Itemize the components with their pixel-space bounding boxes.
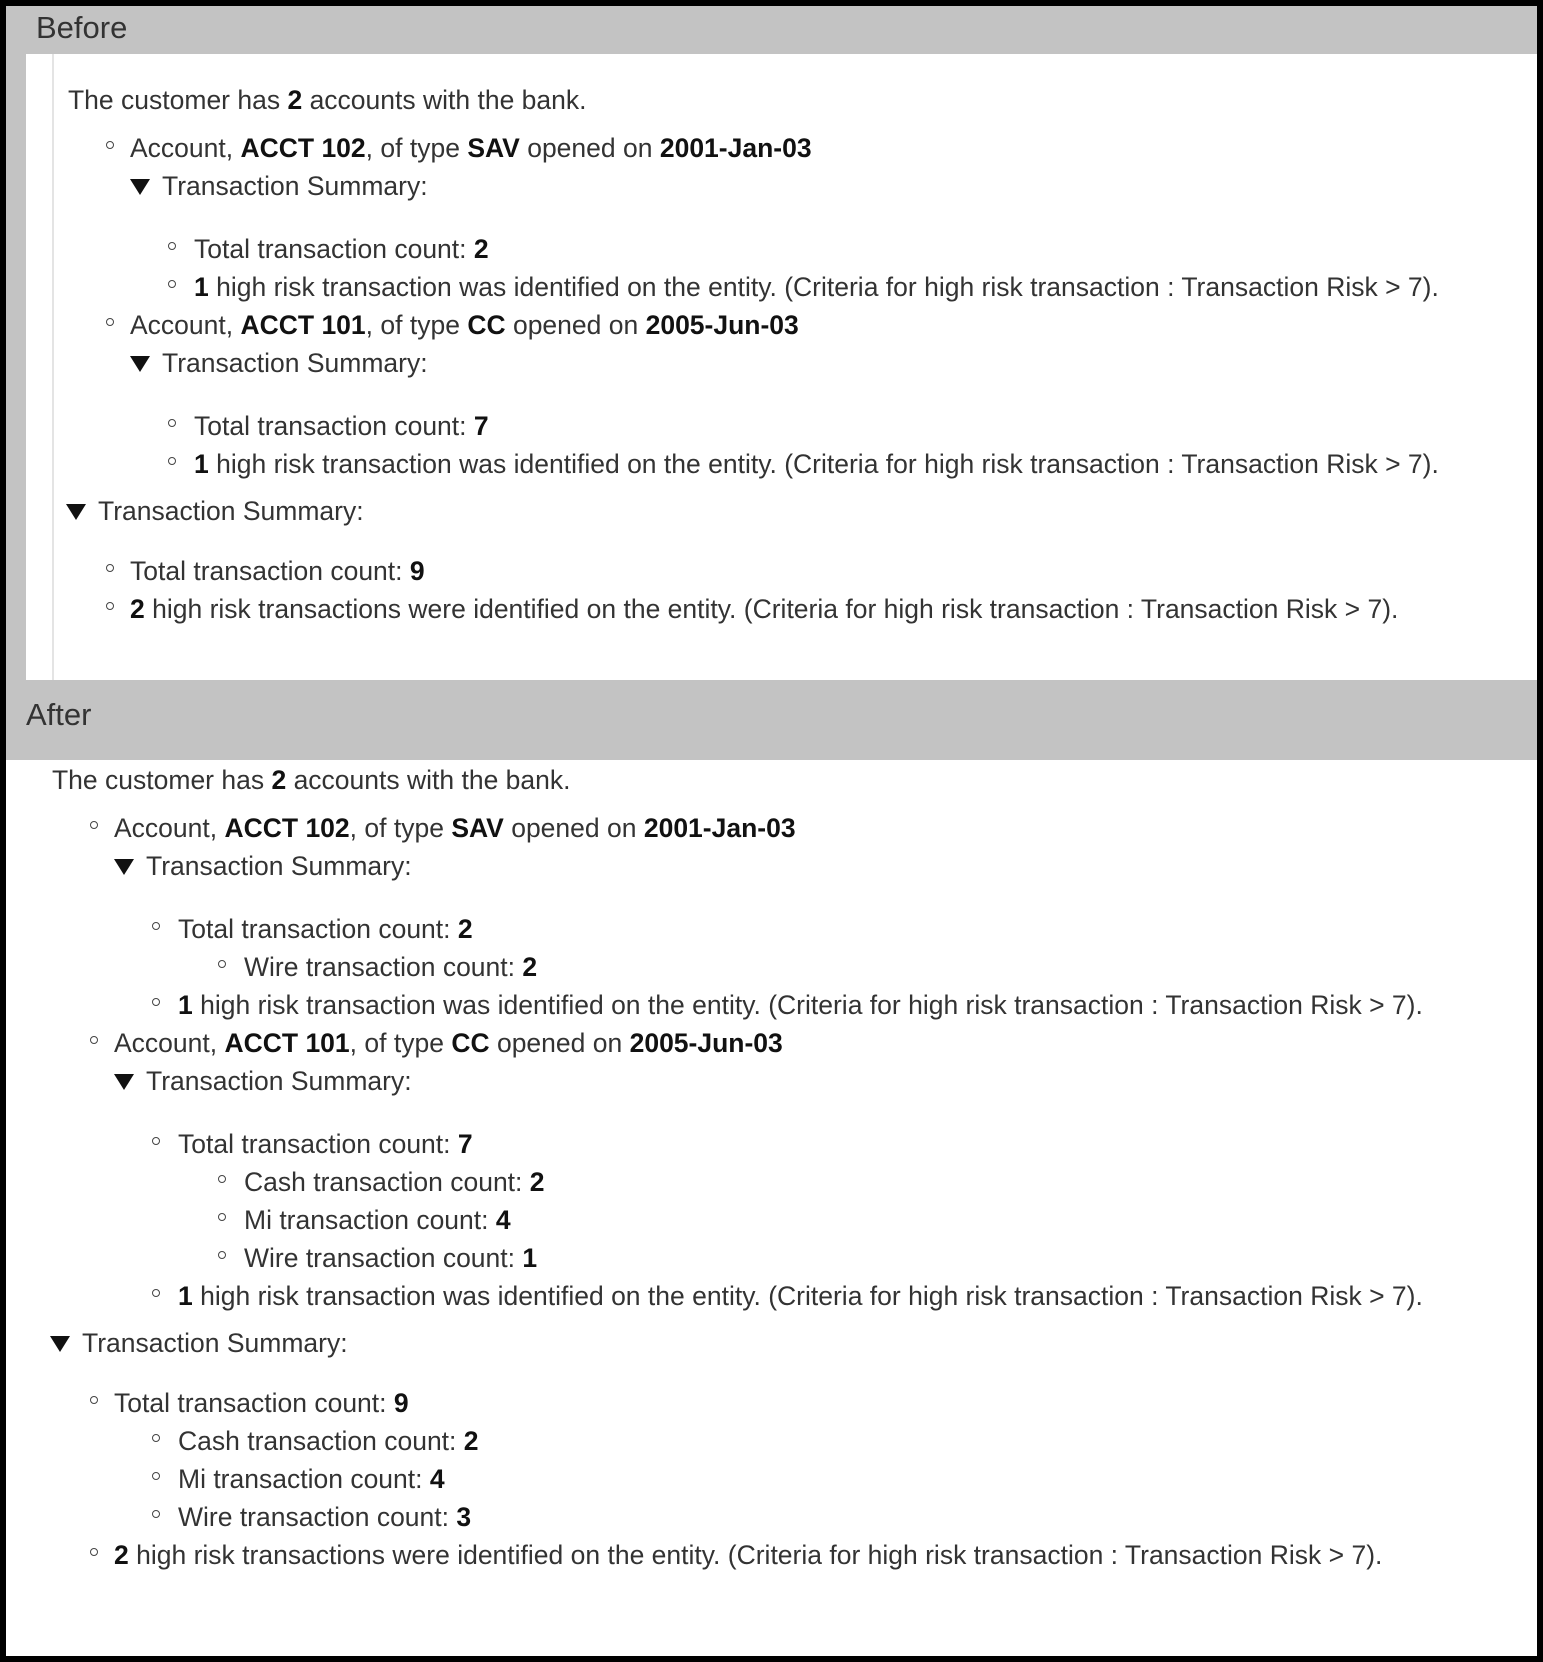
before-account-101-summary-toggle[interactable]: Transaction Summary: (162, 348, 428, 378)
after-account-101-mi: Mi transaction count: 4 (244, 1205, 511, 1235)
before-left-gutter (6, 54, 26, 680)
bullet-icon (152, 1289, 160, 1297)
after-panel (6, 760, 1537, 1662)
bullet-icon (106, 318, 114, 326)
after-account-102-wire: Wire transaction count: 2 (244, 952, 538, 982)
after-summary-toggle[interactable]: Transaction Summary: (82, 1328, 348, 1358)
before-section-title: Before (36, 10, 128, 45)
bullet-icon (152, 922, 160, 930)
after-account-102-risk: 1 high risk transaction was identified on the entity. (Criteria for high risk transaction : Transaction Risk > 7). (178, 990, 1423, 1020)
before-account-101-total: Total transaction count: 7 (194, 411, 489, 441)
before-header-band (6, 6, 1537, 54)
before-summary-risk: 2 high risk transactions were identified on the entity. (Criteria for high risk transaction : Transaction Risk > 7). (130, 594, 1399, 624)
after-section-title: After (26, 697, 92, 732)
before-account-102-total: Total transaction count: 2 (194, 234, 489, 264)
after-account-102-total: Total transaction count: 2 (178, 914, 473, 944)
after-account-102: Account, ACCT 102, of type SAV opened on 2001-Jan-03 (114, 813, 796, 843)
bullet-icon (90, 1548, 98, 1556)
bullet-icon (152, 998, 160, 1006)
before-summary-toggle[interactable]: Transaction Summary: (98, 496, 364, 526)
expand-triangle-icon[interactable] (114, 1074, 134, 1090)
after-account-101: Account, ACCT 101, of type CC opened on 2005-Jun-03 (114, 1028, 783, 1058)
bullet-icon (90, 1036, 98, 1044)
bullet-icon (168, 457, 176, 465)
after-summary-cash: Cash transaction count: 2 (178, 1426, 479, 1456)
bullet-icon (152, 1510, 160, 1518)
bullet-icon (90, 1396, 98, 1404)
before-summary-total: Total transaction count: 9 (130, 556, 425, 586)
before-panel (26, 54, 1536, 680)
expand-triangle-icon[interactable] (130, 356, 150, 372)
before-account-102-risk: 1 high risk transaction was identified on the entity. (Criteria for high risk transaction : Transaction Risk > 7). (194, 272, 1439, 302)
after-account-101-wire: Wire transaction count: 1 (244, 1243, 538, 1273)
bullet-icon (152, 1472, 160, 1480)
after-account-102-summary-toggle[interactable]: Transaction Summary: (146, 851, 412, 881)
bullet-icon (152, 1137, 160, 1145)
after-account-101-risk: 1 high risk transaction was identified on the entity. (Criteria for high risk transaction : Transaction Risk > 7). (178, 1281, 1423, 1311)
expand-triangle-icon[interactable] (66, 504, 86, 520)
before-account-101: Account, ACCT 101, of type CC opened on 2005-Jun-03 (130, 310, 799, 340)
before-panel-divider (52, 54, 54, 680)
expand-triangle-icon[interactable] (50, 1336, 70, 1352)
bullet-icon (218, 1213, 226, 1221)
after-summary-risk: 2 high risk transactions were identified on the entity. (Criteria for high risk transaction : Transaction Risk > 7). (114, 1540, 1383, 1570)
bullet-icon (218, 1251, 226, 1259)
bullet-icon (218, 1175, 226, 1183)
bullet-icon (106, 564, 114, 572)
before-account-102-summary-toggle[interactable]: Transaction Summary: (162, 171, 428, 201)
after-summary-wire: Wire transaction count: 3 (178, 1502, 472, 1532)
bullet-icon (168, 419, 176, 427)
bullet-icon (106, 602, 114, 610)
before-account-102: Account, ACCT 102, of type SAV opened on 2001-Jan-03 (130, 133, 812, 163)
bullet-icon (90, 821, 98, 829)
bullet-icon (168, 280, 176, 288)
after-account-101-total: Total transaction count: 7 (178, 1129, 473, 1159)
bullet-icon (152, 1434, 160, 1442)
after-summary-mi: Mi transaction count: 4 (178, 1464, 445, 1494)
expand-triangle-icon[interactable] (130, 179, 150, 195)
after-intro-text: The customer has 2 accounts with the bank. (52, 765, 571, 795)
bullet-icon (218, 960, 226, 968)
expand-triangle-icon[interactable] (114, 859, 134, 875)
bullet-icon (106, 141, 114, 149)
after-header-band (6, 680, 1537, 760)
after-account-101-cash: Cash transaction count: 2 (244, 1167, 545, 1197)
before-account-101-risk: 1 high risk transaction was identified on the entity. (Criteria for high risk transaction : Transaction Risk > 7). (194, 449, 1439, 479)
after-summary-total: Total transaction count: 9 (114, 1388, 409, 1418)
after-account-101-summary-toggle[interactable]: Transaction Summary: (146, 1066, 412, 1096)
before-intro-text: The customer has 2 accounts with the bank. (68, 85, 587, 115)
bullet-icon (168, 242, 176, 250)
